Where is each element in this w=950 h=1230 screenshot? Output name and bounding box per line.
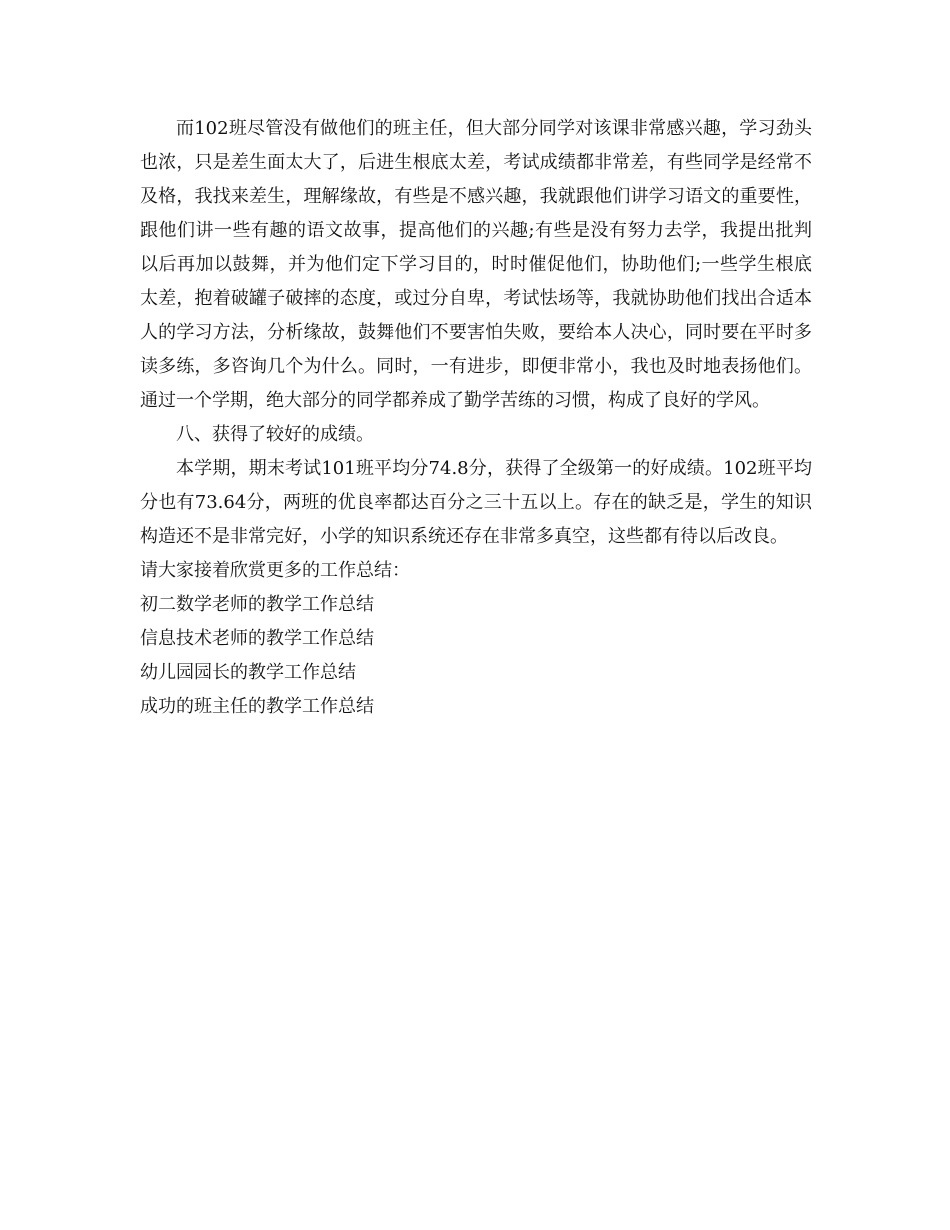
related-article-item[interactable] — [140, 588, 812, 622]
related-article-link[interactable]: 幼儿园园长的教学工作总结 — [140, 662, 356, 683]
related-articles-list — [140, 588, 812, 724]
more-articles-intro: 请大家接着欣赏更多的工作总结： — [140, 560, 410, 581]
body-paragraph-2: 本学期，期末考试101班平均分74.8分，获得了全级第一的好成绩。102班平均分也有73.64分，两班的优良率都达百分之三十五以上。存在的缺乏是，学生的知识构造还不是非常完好，小学的知识系统还存在非常多真空，这些都有待以后改良。 — [140, 458, 812, 547]
section-heading: 八、获得了较好的成绩。 — [176, 424, 374, 445]
body-paragraph-1: 而102班尽管没有做他们的班主任，但大部分同学对该课非常感兴趣，学习劲头也浓，只是差生面太大了，后进生根底太差，考试成绩都非常差，有些同学是经常不及格，我找来差生，理解缘故，有些是不感兴趣，我就跟他们讲学习语文的重要性，跟他们讲一些有趣的语文故事，提高他们的兴趣;有些是没有努力去学，我提出批判以后再加以鼓舞，并为他们定下学习目的，时时催促他们，协助他们;一些学生根底太差，抱着破罐子破摔的态度，或过分自卑，考试怯场等，我就协助他们找出合适本人的学习方法，分析缘故，鼓舞他们不要害怕失败，要给本人决心，同时要在平时多读多练，多咨询几个为什么。同时，一有进步，即便非常小，我也及时地表扬他们。通过一个学期，绝大部分的同学都养成了勤学苦练的习惯，构成了良好的学风。 — [140, 118, 812, 411]
related-article-item[interactable] — [140, 656, 812, 690]
related-article-item[interactable] — [140, 622, 812, 656]
related-article-link[interactable]: 信息技术老师的教学工作总结 — [140, 628, 374, 649]
related-article-item[interactable] — [140, 690, 812, 724]
document-page — [140, 112, 812, 724]
related-article-link[interactable]: 成功的班主任的教学工作总结 — [140, 696, 374, 717]
related-article-link[interactable]: 初二数学老师的教学工作总结 — [140, 594, 374, 615]
